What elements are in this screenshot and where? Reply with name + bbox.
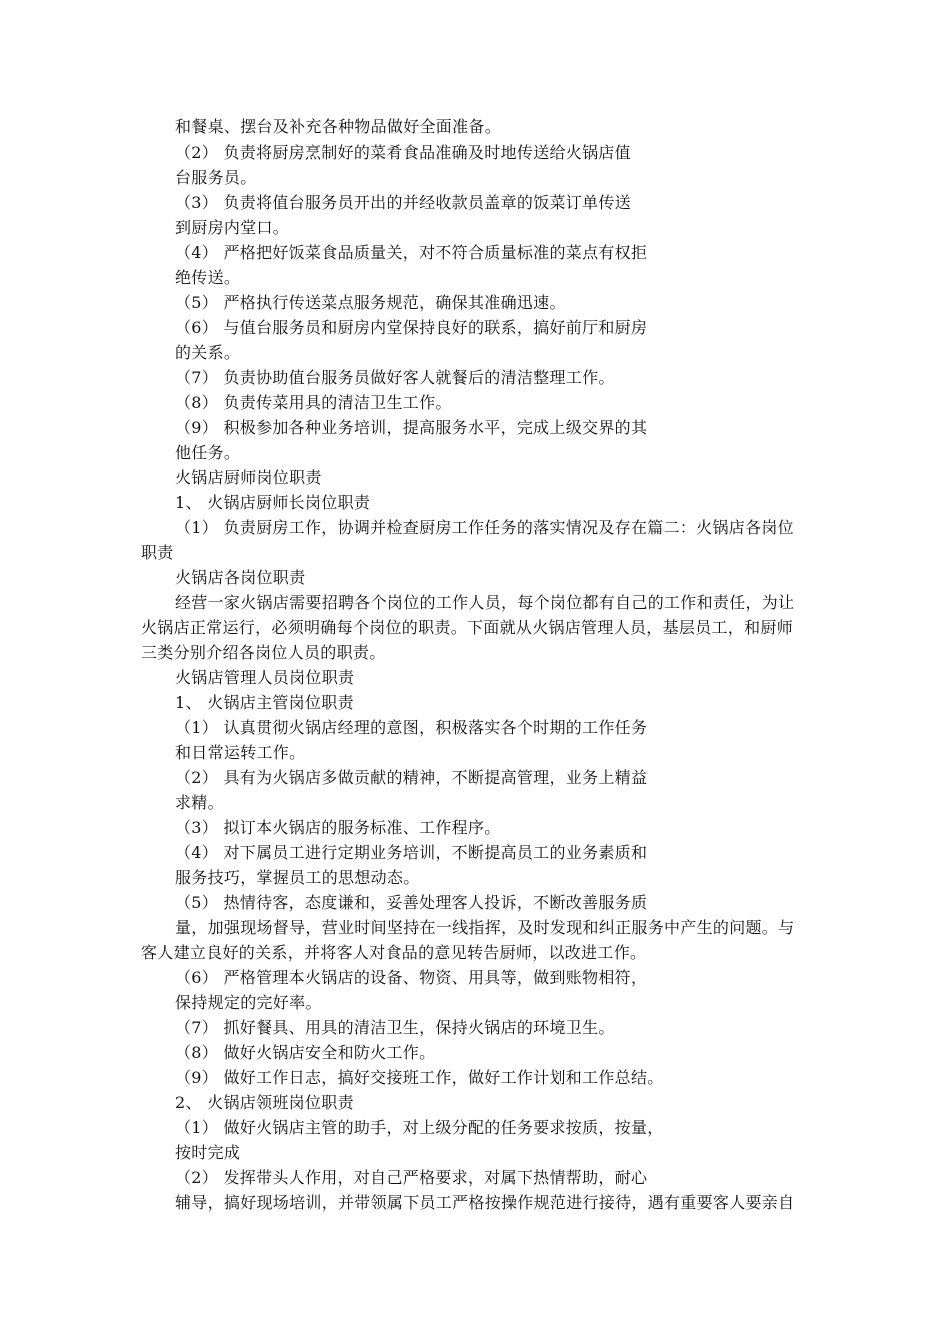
text-line: 他任务。 xyxy=(175,443,241,462)
subsection-heading: 1、 火锅店厨师长岗位职责 xyxy=(175,493,371,512)
text-line: （4） 严格把好饭菜食品质量关，对不符合质量标准的菜点有权拒 xyxy=(175,243,648,262)
section-heading: 火锅店厨师岗位职责 xyxy=(175,468,322,487)
text-line: （2） 具有为火锅店多做贡献的精神，不断提高管理，业务上精益 xyxy=(175,768,648,787)
text-line: 服务技巧，掌握员工的思想动态。 xyxy=(175,868,420,887)
text-line: 到厨房内堂口。 xyxy=(175,218,290,237)
text-line: 客人建立良好的关系，并将客人对食品的意见转告厨师，以改进工作。 xyxy=(141,943,647,962)
section-heading: 火锅店各岗位职责 xyxy=(175,568,306,587)
section-heading: 火锅店管理人员岗位职责 xyxy=(175,668,355,687)
text-line: （4） 对下属员工进行定期业务培训，不断提高员工的业务素质和 xyxy=(175,843,648,862)
text-line: （1） 做好火锅店主管的助手，对上级分配的任务要求按质，按量， xyxy=(175,1118,664,1137)
text-line: （1） 负责厨房工作，协调并检查厨房工作任务的落实情况及存在篇二：火锅店各岗位 xyxy=(175,518,794,537)
text-line: （7） 负责协助值台服务员做好客人就餐后的清洁整理工作。 xyxy=(175,368,615,387)
text-line: 的关系。 xyxy=(175,343,241,362)
text-line: 量，加强现场督导，营业时间坚持在一线指挥，及时发现和纠正服务中产生的问题。与 xyxy=(175,918,795,937)
text-line: （9） 做好工作日志，搞好交接班工作，做好工作计划和工作总结。 xyxy=(175,1068,664,1087)
text-line: 求精。 xyxy=(175,793,224,812)
text-line: （2） 发挥带头人作用，对自己严格要求，对属下热情帮助，耐心 xyxy=(175,1168,648,1187)
text-line: 辅导，搞好现场培训，并带领属下员工严格按操作规范进行接待，遇有重要客人要亲自 xyxy=(175,1193,795,1212)
subsection-heading: 2、 火锅店领班岗位职责 xyxy=(175,1093,354,1112)
text-line: 火锅店正常运行，必须明确每个岗位的职责。下面就从火锅店管理人员，基层员工，和厨师 xyxy=(141,618,794,637)
subsection-heading: 1、 火锅店主管岗位职责 xyxy=(175,693,354,712)
text-line: （6） 严格管理本火锅店的设备、物资、用具等，做到账物相符， xyxy=(175,968,648,987)
text-line: （8） 负责传菜用具的清洁卫生工作。 xyxy=(175,393,452,412)
text-line: 职责 xyxy=(141,543,174,562)
text-line: （2） 负责将厨房烹制好的菜肴食品准确及时地传送给火锅店值 xyxy=(175,143,631,162)
text-line: （6） 与值台服务员和厨房内堂保持良好的联系，搞好前厅和厨房 xyxy=(175,318,648,337)
text-line: （1） 认真贯彻火锅店经理的意图，积极落实各个时期的工作任务 xyxy=(175,718,648,737)
text-line: 台服务员。 xyxy=(175,168,257,187)
text-line: （5） 热情待客，态度谦和，妥善处理客人投诉，不断改善服务质 xyxy=(175,893,648,912)
text-line: 经营一家火锅店需要招聘各个岗位的工作人员，每个岗位都有自己的工作和责任，为让 xyxy=(175,593,795,612)
text-line: 三类分别介绍各岗位人员的职责。 xyxy=(141,643,386,662)
text-line: （3） 负责将值台服务员开出的并经收款员盖章的饭菜订单传送 xyxy=(175,193,631,212)
text-line: 和日常运转工作。 xyxy=(175,743,306,762)
text-line: 和餐桌、摆台及补充各种物品做好全面准备。 xyxy=(175,117,502,136)
text-line: （9） 积极参加各种业务培训，提高服务水平，完成上级交界的其 xyxy=(175,418,648,437)
text-line: （8） 做好火锅店安全和防火工作。 xyxy=(175,1043,436,1062)
text-line: （3） 拟订本火锅店的服务标准、工作程序。 xyxy=(175,818,501,837)
text-line: 绝传送。 xyxy=(175,268,241,287)
text-line: （7） 抓好餐具、用具的清洁卫生，保持火锅店的环境卫生。 xyxy=(175,1018,615,1037)
text-line: 保持规定的完好率。 xyxy=(175,993,322,1012)
text-line: 按时完成 xyxy=(175,1143,241,1162)
text-line: （5） 严格执行传送菜点服务规范，确保其准确迅速。 xyxy=(175,293,566,312)
